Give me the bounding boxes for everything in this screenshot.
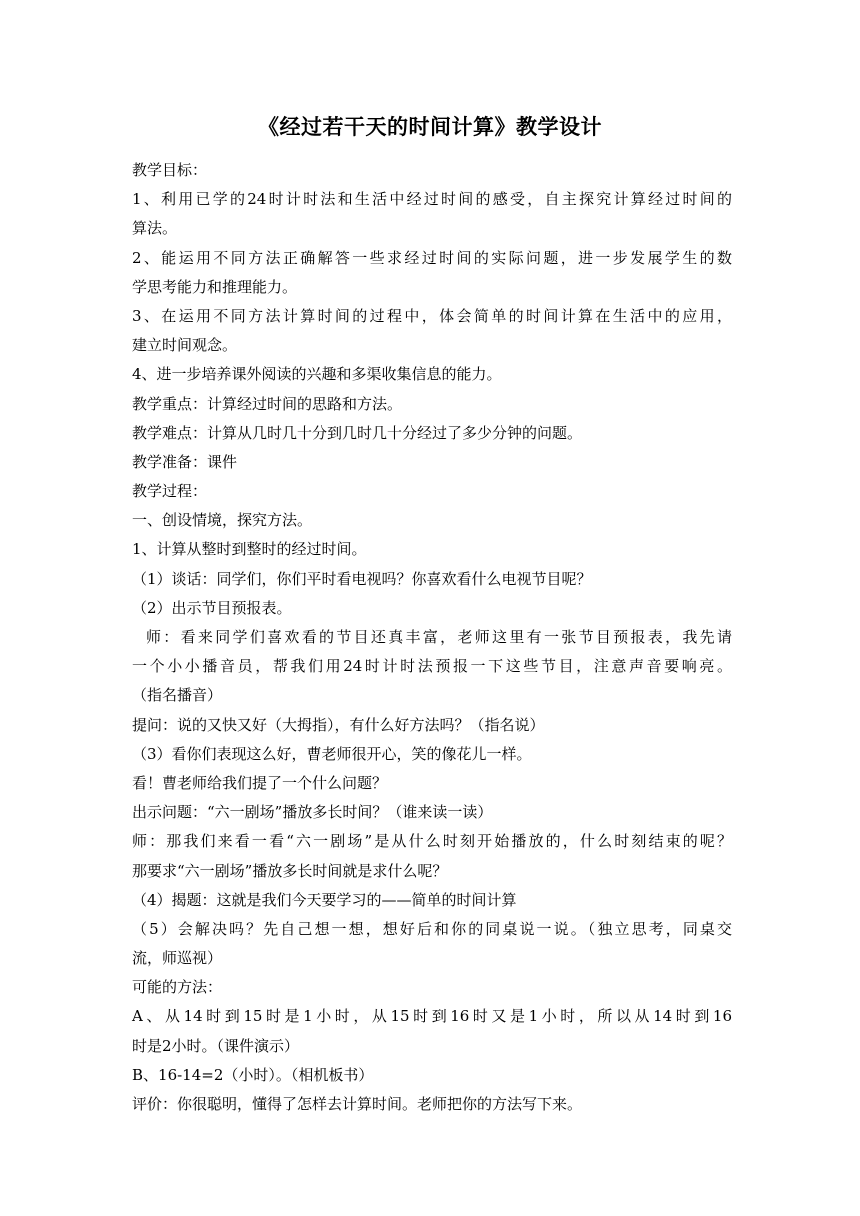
text-line: （1）谈话：同学们，你们平时看电视吗？你喜欢看什么电视节目呢？ (132, 569, 592, 588)
text-line: 教学重点：计算经过时间的思路和方法。 (132, 394, 403, 413)
text-line: （5）会解决吗？先自己想一想，想好后和你的同桌说一说。（独立思考，同桌交 (132, 919, 732, 938)
text-line: （4）揭题：这就是我们今天要学习的——简单的时间计算 (132, 890, 517, 909)
text-line: 提问：说的又快又好（大拇指），有什么好方法吗？（指名说） (132, 715, 545, 734)
text-line: 那要求“六一剧场”播放多长时间就是求什么呢？ (132, 861, 448, 880)
text-line: 1、利用已学的24时计时法和生活中经过时间的感受，自主探究计算经过时间的 (132, 190, 732, 209)
document-title: 《经过若干天的时间计算》教学设计 (258, 115, 602, 139)
text-line: 可能的方法： (132, 978, 223, 997)
document-body (132, 156, 732, 1119)
text-line: 出示问题：“六一剧场”播放多长时间？（谁来读一读） (132, 803, 493, 822)
text-line: 评价：你很聪明，懂得了怎样去计算时间。老师把你的方法写下来。 (132, 1095, 583, 1113)
text-line: 3、在运用不同方法计算时间的过程中，体会简单的时间计算在生活中的应用， (132, 306, 732, 325)
text-line: 教学过程： (132, 482, 208, 501)
text-line: 教学准备：课件 (132, 452, 238, 471)
text-line: 流，师巡视） (132, 949, 223, 968)
text-line: 时是2小时。（课件演示） (132, 1036, 300, 1055)
text-line: （2）出示节目预报表。 (132, 598, 292, 617)
text-line: （3）看你们表现这么好，曹老师很开心，笑的像花儿一样。 (132, 744, 532, 763)
text-line: 4、进一步培养课外阅读的兴趣和多渠收集信息的能力。 (132, 365, 502, 384)
text-line: 师：看来同学们喜欢看的节目还真丰富，老师这里有一张节目预报表，我先请 (146, 628, 732, 646)
text-line: 学思考能力和推理能力。 (132, 277, 298, 296)
text-line: 教学目标： (132, 161, 208, 179)
text-line: 师：那我们来看一看“六一剧场”是从什么时刻开始播放的，什么时刻结束的呢？ (132, 832, 732, 851)
text-line: 1、计算从整时到整时的经过时间。 (132, 540, 367, 559)
text-line: 建立时间观念。 (132, 336, 238, 355)
text-line: A、从14时到15时是1小时，从15时到16时又是1小时，所以从14时到16 (132, 1007, 732, 1026)
text-line: 一个小小播音员，帮我们用24时计时法预报一下这些节目，注意声音要响亮。 (132, 657, 732, 676)
text-line: （指名播音） (132, 686, 223, 705)
text-line: 教学难点：计算从几时几十分到几时几十分经过了多少分钟的问题。 (132, 423, 583, 442)
text-line: 一、创设情境，探究方法。 (132, 511, 313, 530)
text-line: 2、能运用不同方法正确解答一些求经过时间的实际问题，进一步发展学生的数 (132, 248, 732, 267)
text-line: B、16-14=2（小时）。（相机板书） (132, 1065, 374, 1084)
text-line: 算法。 (132, 219, 178, 238)
text-line: 看！曹老师给我们提了一个什么问题？ (132, 773, 388, 792)
